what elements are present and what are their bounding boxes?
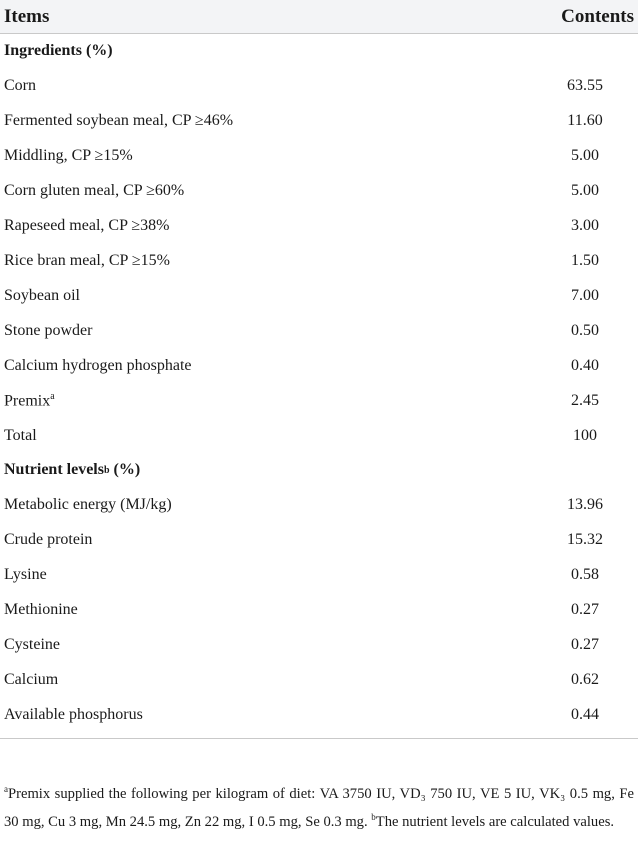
row-content-value: 0.50 xyxy=(571,321,599,339)
row-content-value: 13.96 xyxy=(567,495,603,513)
row-content-value: 11.60 xyxy=(567,111,603,129)
table-body xyxy=(0,34,638,739)
table-row xyxy=(0,522,638,557)
row-content-value: 2.45 xyxy=(571,391,599,409)
footnote-a-marker: a xyxy=(4,784,8,794)
row-item-text: Soybean oil xyxy=(4,286,80,304)
row-item-text: Calcium hydrogen phosphate xyxy=(4,356,192,374)
footnote-a-text: Premix supplied the following per kilogram of diet: VA 3750 IU, VD₃ 750 IU, VE 5 IU, VK₃ 0.5 mg, Fe 30 mg, Cu 3 mg, Mn 24.5 mg, Zn 22 mg, I 0.5 mg, Se 0.3 mg. xyxy=(4,785,634,830)
row-item-text: Rapeseed meal, CP ≥38% xyxy=(4,216,170,234)
row-item-text: Middling, CP ≥15% xyxy=(4,146,133,164)
table-row xyxy=(0,243,638,278)
table-row xyxy=(0,383,638,418)
row-item-text: Premix xyxy=(4,392,51,410)
table-row xyxy=(0,592,638,627)
row-item-text: Rice bran meal, CP ≥15% xyxy=(4,251,170,269)
section-title: Nutrient levels xyxy=(4,461,104,478)
row-content-value: 0.58 xyxy=(571,565,599,583)
row-item-text: Lysine xyxy=(4,565,47,583)
row-content-value: 5.00 xyxy=(571,181,599,199)
table-header xyxy=(0,0,638,34)
section-heading xyxy=(0,34,638,68)
contents-column-header: Contents xyxy=(561,5,634,27)
row-item-text: Stone powder xyxy=(4,321,93,339)
row-item-text: Corn xyxy=(4,76,36,94)
row-content-value: 0.27 xyxy=(571,635,599,653)
row-item-text: Methionine xyxy=(4,600,78,618)
row-content-value: 3.00 xyxy=(571,216,599,234)
table-row xyxy=(0,68,638,103)
row-item-text: Fermented soybean meal, CP ≥46% xyxy=(4,111,234,129)
footnote-b-text: The nutrient levels are calculated values. xyxy=(375,813,615,830)
row-footnote-marker: a xyxy=(50,390,55,402)
table-row xyxy=(0,627,638,662)
table-row xyxy=(0,313,638,348)
row-content-value: 5.00 xyxy=(571,146,599,164)
row-content-value: 0.27 xyxy=(571,600,599,618)
table-row xyxy=(0,208,638,243)
row-content-value: 15.32 xyxy=(567,530,603,548)
row-content-value: 0.44 xyxy=(571,705,599,723)
items-column-header: Items xyxy=(4,5,50,27)
row-item-text: Metabolic energy (MJ/kg) xyxy=(4,495,172,513)
table-footnote xyxy=(4,778,634,834)
table-row xyxy=(0,697,638,732)
section-title-footnote-marker: b xyxy=(103,464,110,476)
row-content-value: 100 xyxy=(573,426,597,444)
row-item-text: Corn gluten meal, CP ≥60% xyxy=(4,181,185,199)
row-item-text: Available phosphorus xyxy=(4,705,143,723)
section-heading xyxy=(0,453,638,487)
table-row xyxy=(0,662,638,697)
table-bottom-rule xyxy=(0,738,638,739)
row-item-text: Calcium xyxy=(4,670,59,688)
table-row xyxy=(0,418,638,453)
table-row xyxy=(0,173,638,208)
row-content-value: 0.62 xyxy=(571,670,599,688)
table-row xyxy=(0,487,638,522)
row-content-value: 0.40 xyxy=(571,356,599,374)
row-content-value: 1.50 xyxy=(571,251,599,269)
table-row xyxy=(0,278,638,313)
row-item-text: Cysteine xyxy=(4,635,60,653)
table-row xyxy=(0,138,638,173)
table-row xyxy=(0,103,638,138)
row-content-value: 7.00 xyxy=(571,286,599,304)
row-content-value: 63.55 xyxy=(567,76,603,94)
table-row xyxy=(0,348,638,383)
row-item-text: Crude protein xyxy=(4,530,93,548)
row-item-text: Total xyxy=(4,426,37,444)
table-row xyxy=(0,557,638,592)
section-title: Ingredients (%) xyxy=(4,42,113,59)
footnote-b-marker: b xyxy=(371,811,376,822)
section-title-suffix: (%) xyxy=(109,461,141,478)
